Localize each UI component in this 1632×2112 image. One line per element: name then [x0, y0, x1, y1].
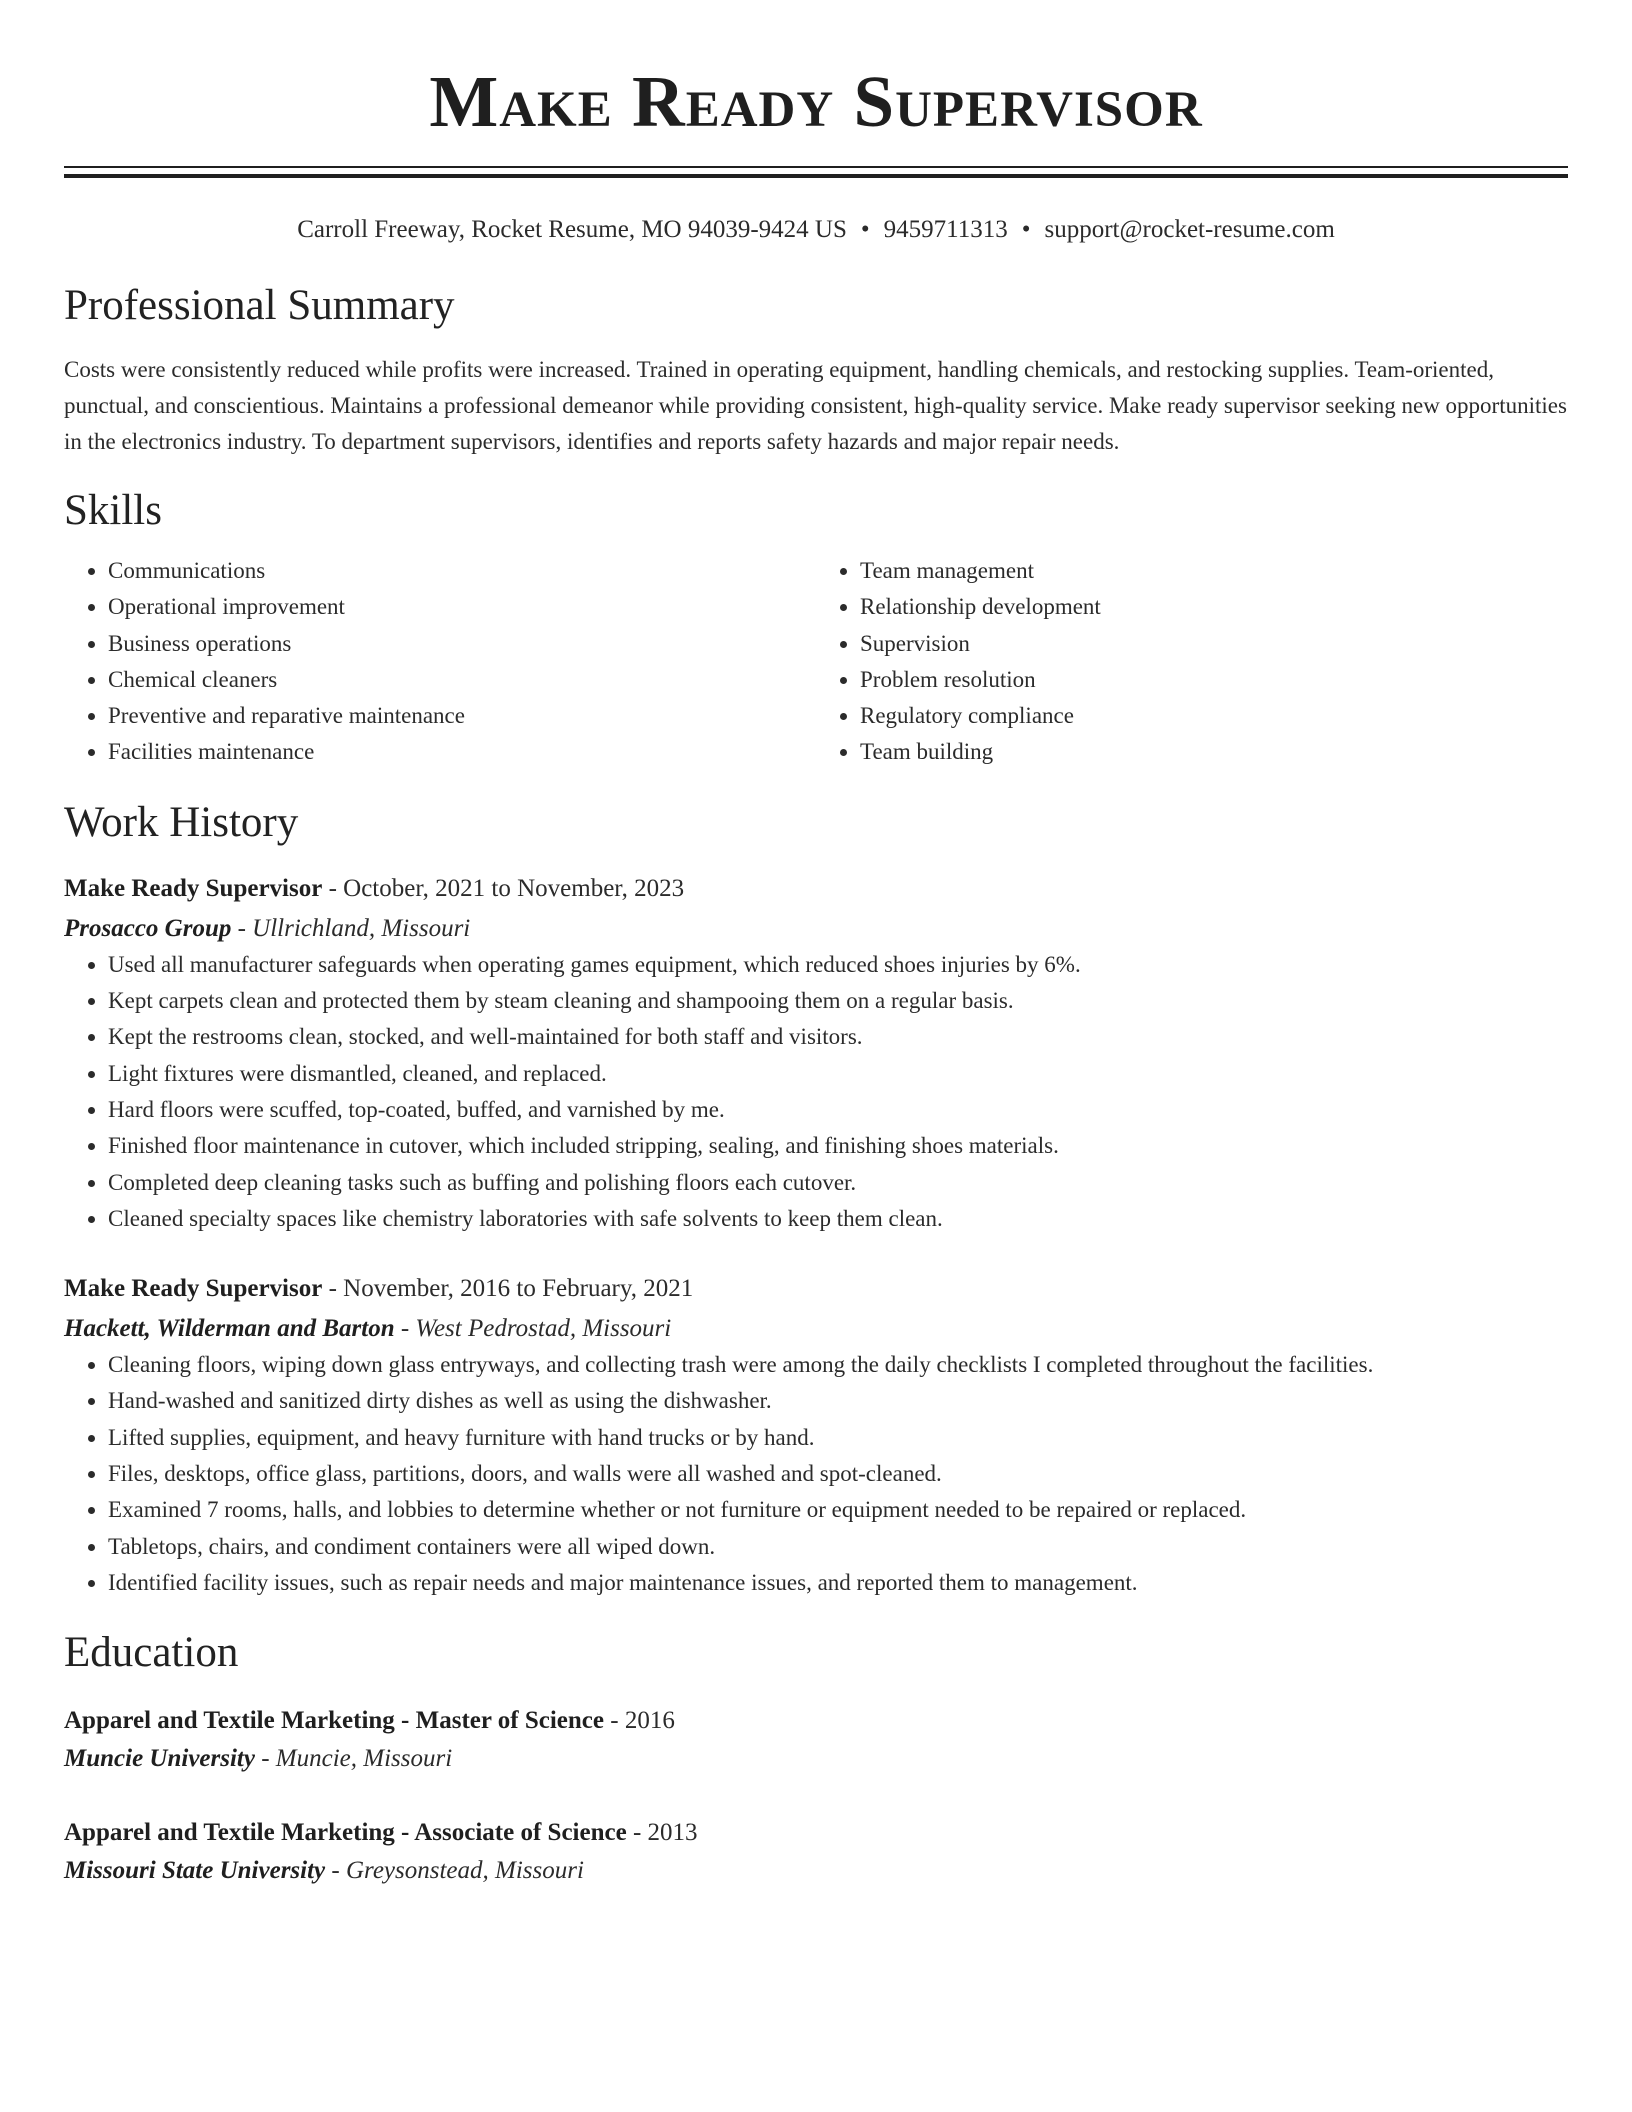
- duty-item: • Files, desktops, office glass, partitions, doors, and walls were all washed and spot-cleaned.: [108, 1456, 1568, 1492]
- job-entry: [64, 1271, 1568, 1601]
- job-company: Prosacco Group: [64, 914, 232, 942]
- duty-item: • Lifted supplies, equipment, and heavy furniture with hand trucks or by hand.: [108, 1420, 1568, 1456]
- duty-item: • Light fixtures were dismantled, cleaned, and replaced.: [108, 1056, 1568, 1092]
- duty-item: • Identified facility issues, such as repair needs and major maintenance issues, and reported them to management.: [108, 1565, 1568, 1601]
- job-dates: - November, 2016 to February, 2021: [322, 1275, 694, 1303]
- summary-text: Costs were consistently reduced while profits were increased. Trained in operating equipment, handling chemicals, and restocking supplies. Team-oriented, punctual, and conscientious. Maintains a professional demeanor while providing consistent, high-quality service. Make ready supervisor seeking new opportunities in the electronics industry. To department supervisors, identifies and reports safety hazards and major repair needs.: [64, 357, 1567, 454]
- skill-item: • Team building: [860, 734, 1568, 770]
- duty-item: • Hand-washed and sanitized dirty dishes as well as using the dishwasher.: [108, 1383, 1568, 1419]
- skill-item: • Chemical cleaners: [108, 662, 816, 698]
- skill-item: • Business operations: [108, 626, 816, 662]
- education-degree-line: [64, 1815, 1568, 1851]
- contact-line: [64, 214, 1568, 246]
- skills-column-left: [64, 553, 816, 771]
- duty-item: • Cleaned specialty spaces like chemistry laboratories with safe solvents to keep them clean.: [108, 1201, 1568, 1237]
- education-school: Missouri State University: [64, 1857, 326, 1885]
- education-entry: [64, 1703, 1568, 1777]
- skill-item: • Supervision: [860, 626, 1568, 662]
- job-company-line: [64, 1311, 1568, 1347]
- summary-heading: Professional Summary: [64, 282, 455, 329]
- skill-item: • Team management: [860, 553, 1568, 589]
- duty-item: • Finished floor maintenance in cutover, which included stripping, sealing, and finishing shoes materials.: [108, 1128, 1568, 1164]
- contact-separator: •: [1021, 216, 1031, 243]
- job-duties: [64, 1347, 1568, 1601]
- divider-thick-line: [64, 174, 1568, 178]
- job-title-line: [64, 871, 1568, 907]
- skill-item: • Operational improvement: [108, 589, 816, 625]
- skill-item: • Facilities maintenance: [108, 734, 816, 770]
- duty-item: • Examined 7 rooms, halls, and lobbies to determine whether or not furniture or equipment needed to be repaired or replaced.: [108, 1492, 1568, 1528]
- education-location: - Muncie, Missouri: [254, 1745, 453, 1773]
- job-title: Make Ready Supervisor: [64, 1275, 323, 1303]
- education-degree: Apparel and Textile Marketing - Master of Science: [64, 1707, 604, 1735]
- duty-item: • Used all manufacturer safeguards when operating games equipment, which reduced shoes injuries by 6%.: [108, 947, 1568, 983]
- education-year: - 2013: [626, 1819, 698, 1847]
- duty-item: • Kept the restrooms clean, stocked, and well-maintained for both staff and visitors.: [108, 1019, 1568, 1055]
- skill-item: • Regulatory compliance: [860, 698, 1568, 734]
- job-company-line: [64, 911, 1568, 947]
- contact-phone: 9459711313: [883, 216, 1008, 243]
- title-divider: [64, 166, 1568, 178]
- duty-item: • Completed deep cleaning tasks such as buffing and polishing floors each cutover.: [108, 1165, 1568, 1201]
- skill-item: • Preventive and reparative maintenance: [108, 698, 816, 734]
- skills-list: [64, 553, 1568, 771]
- education-degree-line: [64, 1703, 1568, 1739]
- education-year: - 2016: [604, 1707, 675, 1735]
- job-title-line: [64, 1271, 1568, 1307]
- contact-email: support@rocket-resume.com: [1044, 216, 1335, 243]
- job-dates: - October, 2021 to November, 2023: [322, 874, 685, 902]
- education-school-line: [64, 1853, 1568, 1889]
- skill-item: • Problem resolution: [860, 662, 1568, 698]
- skill-item: • Relationship development: [860, 589, 1568, 625]
- duty-item: • Hard floors were scuffed, top-coated, buffed, and varnished by me.: [108, 1092, 1568, 1128]
- education-school: Muncie University: [64, 1745, 255, 1773]
- job-title: Make Ready Supervisor: [64, 874, 323, 902]
- job-entry: [64, 871, 1568, 1237]
- contact-separator: •: [860, 216, 870, 243]
- work-history-heading: Work History: [64, 798, 299, 846]
- skills-column-right: [816, 553, 1568, 771]
- education-location: - Greysonstead, Missouri: [325, 1857, 584, 1885]
- education-degree: Apparel and Textile Marketing - Associate of Science: [64, 1819, 627, 1847]
- duty-item: • Tabletops, chairs, and condiment containers were all wiped down.: [108, 1529, 1568, 1565]
- duty-item: • Kept carpets clean and protected them by steam cleaning and shampooing them on a regular basis.: [108, 983, 1568, 1019]
- skill-item: • Communications: [108, 553, 816, 589]
- job-location: - West Pedrostad, Missouri: [394, 1315, 672, 1343]
- skills-heading: Skills: [64, 487, 162, 534]
- job-company: Hackett, Wilderman and Barton: [64, 1315, 395, 1343]
- duty-item: • Cleaning floors, wiping down glass entryways, and collecting trash were among the daily checklists I completed throughout the facilities.: [108, 1347, 1568, 1383]
- education-entry: [64, 1815, 1568, 1889]
- job-duties: [64, 947, 1568, 1237]
- divider-thin-line: [64, 166, 1568, 168]
- education-heading: Education: [64, 1629, 239, 1677]
- job-location: - Ullrichland, Missouri: [231, 914, 471, 942]
- education-school-line: [64, 1741, 1568, 1777]
- contact-address: Carroll Freeway, Rocket Resume, MO 94039-9424 US: [297, 216, 847, 243]
- resume-title: Make Ready Supervisor: [429, 61, 1203, 142]
